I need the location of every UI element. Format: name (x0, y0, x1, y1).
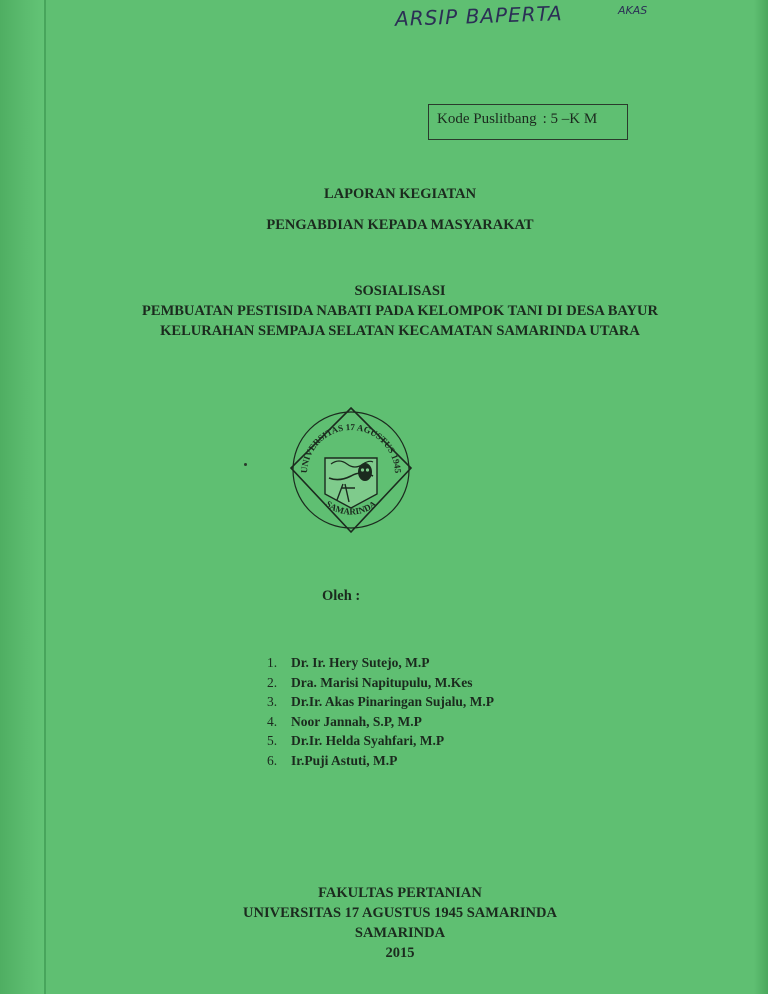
seal-arc-top-text: UNIVERSITAS 17 AGUSTUS 1945 (298, 421, 404, 474)
author-item (267, 731, 494, 751)
report-subtitle: PENGABDIAN KEPADA MASYARAKAT (266, 217, 534, 233)
author-item (267, 751, 494, 771)
author-name: Ir.Puji Astuti, M.P (291, 752, 398, 768)
publication-year: 2015 (385, 945, 415, 961)
university-seal-icon (285, 404, 417, 536)
author-item (267, 673, 494, 693)
city-name: SAMARINDA (354, 925, 446, 941)
author-name: Dr.Ir. Akas Pinaringan Sujalu, M.P (291, 694, 495, 710)
activity-title-line2: KELURAHAN SEMPAJA SELATAN KECAMATAN SAMARINDA UTARA (160, 323, 640, 339)
stray-ink-dot (244, 463, 247, 466)
seal-arc-bottom-text: SAMARINDA (323, 498, 379, 517)
university-name: UNIVERSITAS 17 AGUSTUS 1945 SAMARINDA (243, 905, 557, 921)
author-number: 2. (267, 674, 278, 690)
kode-label: Kode Puslitbang (437, 111, 537, 127)
author-name: Noor Jannah, S.P, M.P (291, 713, 422, 729)
sosialisasi-heading: SOSIALISASI (354, 283, 446, 299)
author-item (267, 653, 494, 673)
publisher-block (46, 883, 754, 963)
author-number: 1. (267, 655, 278, 670)
author-name: Dr.Ir. Helda Syahfari, M.P (291, 733, 445, 749)
faculty-name: FAKULTAS PERTANIAN (318, 885, 482, 901)
spine-fold-line (44, 0, 46, 994)
author-number: 4. (267, 713, 278, 729)
author-number: 5. (267, 733, 278, 749)
oleh-label: Oleh : (322, 588, 361, 604)
kode-value: : 5 –K M (542, 111, 598, 127)
seal-owl-shape (358, 463, 372, 481)
author-number: 6. (267, 752, 278, 768)
author-name: Dr. Ir. Hery Sutejo, M.P (291, 655, 430, 670)
cover-spine (0, 0, 44, 994)
author-item (267, 712, 494, 732)
author-name: Dra. Marisi Napitupulu, M.Kes (291, 674, 473, 690)
report-title: LAPORAN KEGIATAN (323, 186, 477, 202)
author-item (267, 692, 494, 712)
handwritten-archive-note: ARSIP BAPERTA (394, 1, 564, 31)
activity-title-block (46, 281, 754, 341)
handwritten-initials: AKAS (618, 4, 648, 17)
author-list (267, 653, 494, 771)
cover-right-edge (754, 0, 768, 994)
author-number: 3. (267, 694, 278, 710)
kode-puslitbang-box (428, 104, 628, 140)
activity-title-line1: PEMBUATAN PESTISIDA NABATI PADA KELOMPOK TANI DI DESA BAYUR (142, 303, 658, 319)
